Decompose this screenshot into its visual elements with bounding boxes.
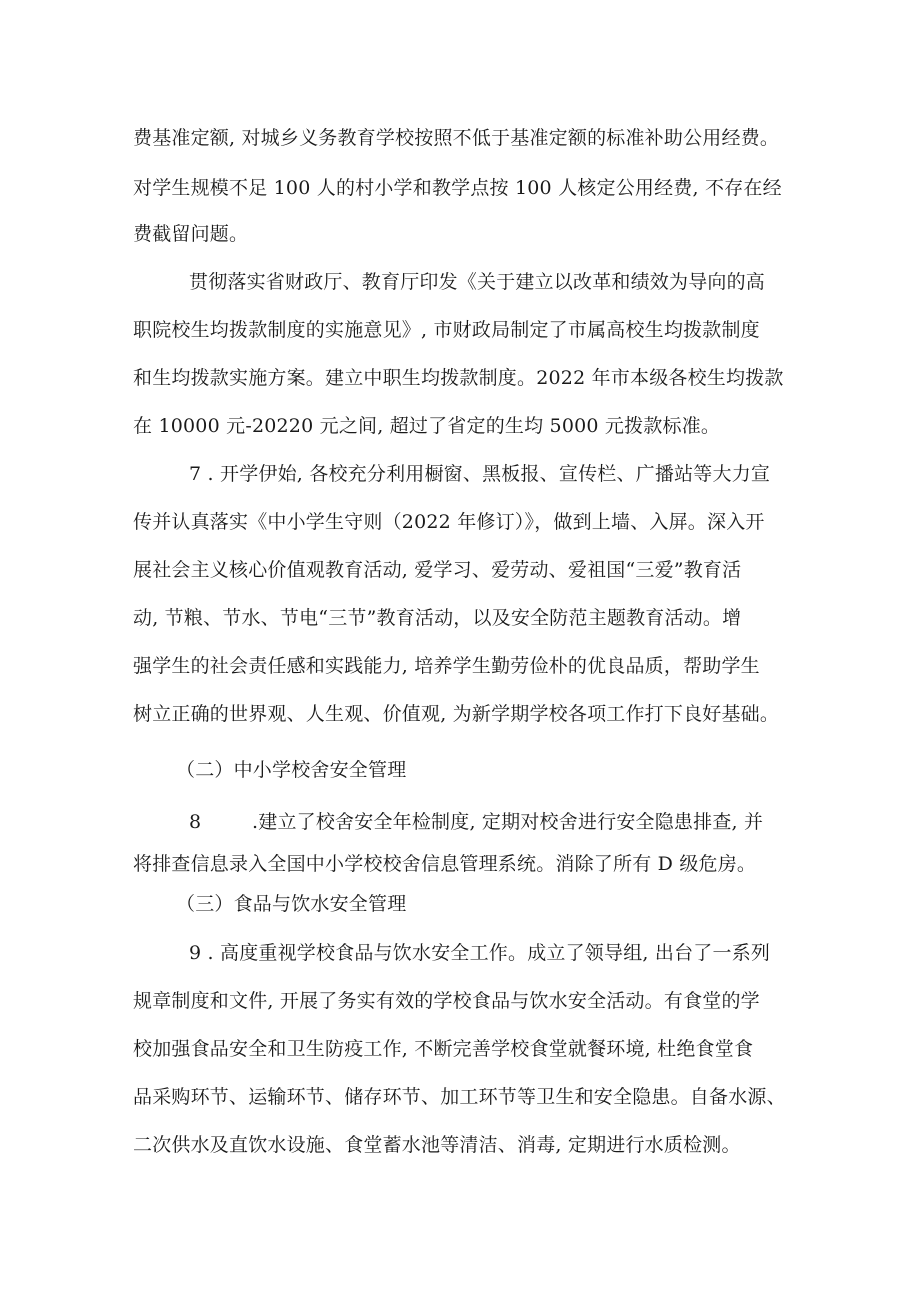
paragraph-3-line-4: 动, 节粮、节水、节电“三节”教育活动，以及安全防范主题教育活动。增	[133, 607, 742, 629]
paragraph-1-line-2: 对学生规模不足 100 人的村小学和教学点按 100 人核定公用经费, 不存在经	[133, 177, 782, 199]
item-number-8: 8	[189, 811, 202, 833]
paragraph-9-line-4: 品采购环节、运输环节、储存环节、加工环节等卫生和安全隐患。自备水源、	[133, 1086, 786, 1108]
paragraph-8-line-1: .建立了校舍安全年检制度, 定期对校舍进行安全隐患排查, 并	[252, 811, 764, 833]
paragraph-2-line-2: 职院校生均拨款制度的实施意见》, 市财政局制定了市属高校生均拨款制度	[133, 319, 760, 341]
paragraph-9-line-3: 校加强食品安全和卫生防疫工作, 不断完善学校食堂就餐环境, 杜绝食堂食	[133, 1038, 754, 1060]
paragraph-3-line-3: 展社会主义核心价值观教育活动, 爱学习、爱劳动、爱祖国“三爱”教育活	[133, 559, 742, 581]
paragraph-3-line-1: 7 . 开学伊始, 各校充分利用橱窗、黑板报、宣传栏、广播站等大力宣	[189, 463, 771, 485]
paragraph-8-line-2: 将排查信息录入全国中小学校校舍信息管理系统。消除了所有 D 级危房。	[133, 853, 757, 875]
paragraph-3-line-5: 强学生的社会责任感和实践能力, 培养学生勤劳俭朴的优良品质，帮助学生	[133, 655, 760, 677]
paragraph-1-line-3: 费截留问题。	[133, 223, 249, 245]
section-heading-3: （三）食品与饮水安全管理	[176, 893, 407, 915]
paragraph-9-line-2: 规章制度和文件, 开展了务实有效的学校食品与饮水安全活动。有食堂的学	[133, 990, 760, 1012]
paragraph-2-line-4: 在 10000 元-20220 元之间, 超过了省定的生均 5000 元拨款标准。	[133, 415, 721, 437]
section-heading-2: （二）中小学校舍安全管理	[176, 759, 407, 781]
paragraph-2-line-1: 贯彻落实省财政厅、教育厅印发《关于建立以改革和绩效为导向的高	[189, 271, 766, 293]
paragraph-1-line-1: 费基准定额, 对城乡义务教育学校按照不低于基准定额的标准补助公用经费。	[133, 127, 780, 149]
paragraph-9-line-5: 二次供水及直饮水设施、食堂蓄水池等清洁、消毒, 定期进行水质检测。	[133, 1134, 741, 1156]
paragraph-3-line-6: 树立正确的世界观、人生观、价值观, 为新学期学校各项工作打下良好基础。	[133, 703, 780, 725]
paragraph-9-line-1: 9 . 高度重视学校食品与饮水安全工作。成立了领导组, 出台了一系列	[189, 942, 771, 964]
paragraph-3-line-2: 传并认真落实《中小学生守则（2022 年修订）》，做到上墙、入屏。深入开	[133, 511, 765, 533]
paragraph-2-line-3: 和生均拨款实施方案。建立中职生均拨款制度。2022 年市本级各校生均拨款	[133, 367, 784, 389]
